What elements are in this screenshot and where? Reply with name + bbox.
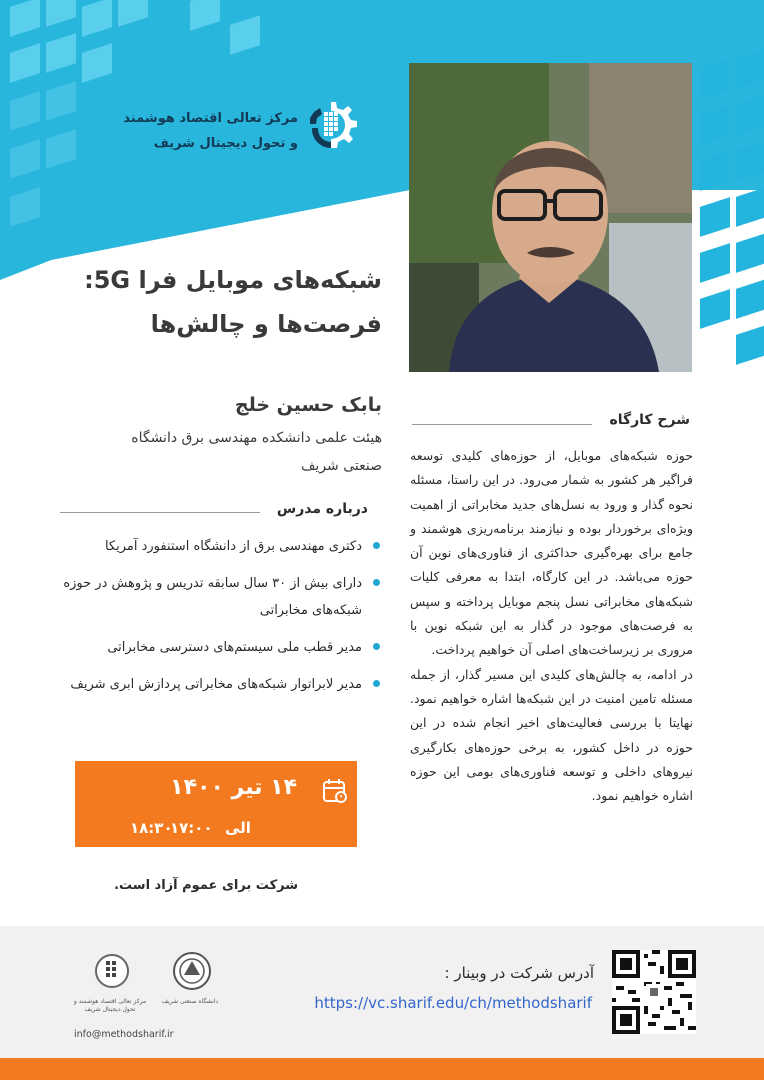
email-link[interactable]: info@methodsharif.ir bbox=[74, 1029, 174, 1040]
event-date: ۱۴ تیر ۱۴۰۰ bbox=[170, 775, 297, 800]
workshop-title bbox=[60, 258, 382, 346]
footer-bar bbox=[0, 1058, 764, 1080]
sharif-university-logo bbox=[170, 949, 214, 997]
list-item-text: مدیر لابراتوار شبکه‌های مخابراتی پردازش ابری شریف bbox=[70, 677, 362, 692]
bullet-icon bbox=[373, 542, 380, 549]
calendar-icon bbox=[322, 778, 348, 804]
list-item bbox=[60, 570, 380, 624]
speaker-affiliation: هیئت علمی دانشکده مهندسی برق دانشگاه صنعتی شریف bbox=[131, 430, 382, 474]
workshop-description bbox=[410, 444, 693, 808]
open-note: شرکت برای عموم آزاد است. bbox=[114, 878, 298, 893]
title-line1: شبکه‌های موبایل فرا 5G: bbox=[84, 266, 382, 294]
event-time-separator: الی bbox=[225, 819, 251, 837]
qr-code[interactable] bbox=[612, 950, 696, 1034]
speaker-name: بابک حسین خلج bbox=[234, 394, 382, 416]
workshop-divider bbox=[412, 424, 592, 425]
speaker-photo bbox=[409, 63, 692, 372]
bullet-icon bbox=[373, 643, 380, 650]
org-name-line1: مرکز تعالی اقتصاد هوشمند bbox=[123, 111, 298, 126]
sharif-university-caption: دانشگاه صنعتی شریف bbox=[161, 998, 219, 1005]
bullet-icon bbox=[373, 579, 380, 586]
org-footer-logo-caption: مرکز تعالی اقتصاد هوشمند و تحول دیجیتال شریف bbox=[73, 998, 147, 1013]
workshop-paragraph-2: در ادامه، به چالش‌های کلیدی این مسیر گذار، از جمله مسئله تامین امنیت در این شبکه‌ها اشاره خواهیم نمود. نهایتا با بررسی فعالیت‌های اخیر انجام شده در این حوزه در داخل کشور، به برخی حوزه‌های بکارگیری نیروهای داخلی و توسعه فناوری‌های بومی این حوزه اشاره خواهیم نمود. bbox=[410, 666, 693, 804]
event-time-start: ۱۷:۰۰ bbox=[170, 819, 213, 837]
list-item-text: دکتری مهندسی برق از دانشگاه استنفورد آمریکا bbox=[104, 539, 362, 554]
webinar-label: آدرس شرکت در وبینار : bbox=[444, 964, 594, 982]
webinar-link[interactable]: https://vc.sharif.edu/ch/methodsharif bbox=[314, 994, 592, 1012]
org-name-line2: و تحول دیجیتال شریف bbox=[153, 136, 298, 151]
list-item bbox=[60, 533, 380, 560]
list-item-text: مدیر قطب ملی سیستم‌های دسترسی مخابراتی bbox=[107, 640, 362, 655]
about-divider bbox=[60, 512, 260, 513]
list-item-text: دارای بیش از ۳۰ سال سابقه تدریس و پژوهش در حوزه شبکه‌های مخابراتی bbox=[63, 576, 362, 618]
org-logo bbox=[300, 98, 362, 162]
org-footer-logo bbox=[90, 949, 134, 997]
bullet-icon bbox=[373, 680, 380, 687]
org-name bbox=[90, 106, 298, 156]
title-line2: فرصت‌ها و چالش‌ها bbox=[150, 310, 382, 338]
about-list bbox=[60, 533, 380, 708]
about-heading: درباره مدرس bbox=[276, 501, 368, 517]
workshop-paragraph-1: حوزه شبکه‌های موبایل، از حوزه‌های کلیدی توسعه فراگیر هر کشور به شمار می‌رود. در این راستا، مسئله نحوه گذار و ورود به نسل‌های جدید مخابراتی از اهمیت ویژه‌ای برخوردار بوده و نیازمند برنامه‌ریزی هوشمند و جامع برای بهره‌گیری حداکثری از فناوری‌های نوین آن حوزه می‌باشد. در این کارگاه، ابتدا به معرفی کلیات شبکه‌های مخابراتی نسل پنجم موبایل پرداخته و سپس به فرصت‌های موجود در گذار به این شبکه نوین با مروری بر زیرساخت‌های اصلی آن خواهیم پرداخت. bbox=[410, 448, 693, 658]
list-item bbox=[60, 634, 380, 661]
list-item bbox=[60, 671, 380, 698]
workshop-heading: شرح کارگاه bbox=[609, 412, 690, 428]
event-time-end: ۱۸:۳۰ bbox=[130, 819, 173, 837]
event-date-box bbox=[75, 761, 357, 847]
